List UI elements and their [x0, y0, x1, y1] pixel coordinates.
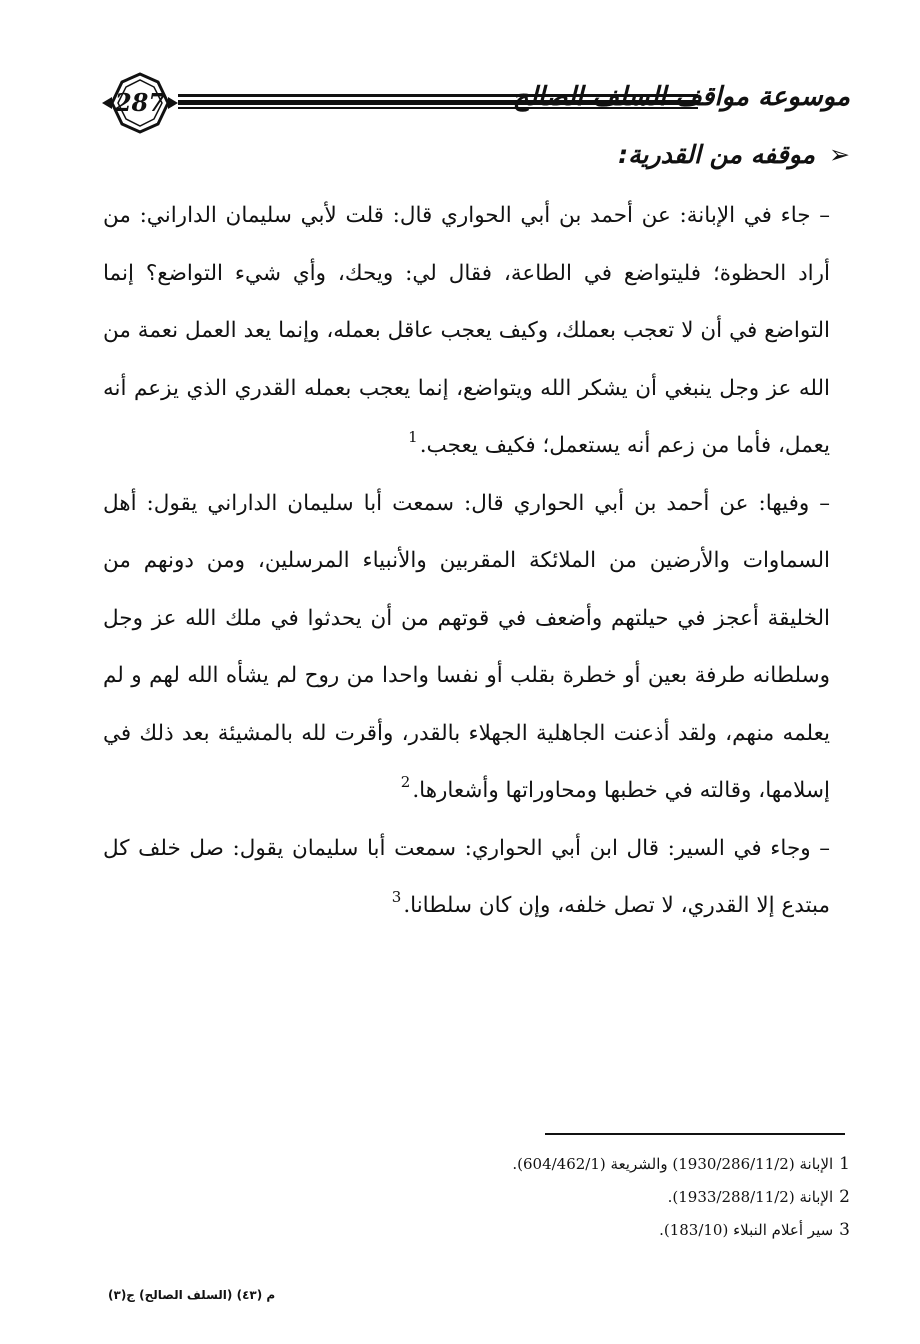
footnote-number: 3	[839, 1220, 850, 1240]
footnotes	[290, 1148, 850, 1247]
paragraph-text: – وفيها: عن أحمد بن أبي الحواري قال: سمعت أبا سليمان الداراني يقول: أهل السماوات والأرضين من الملائكة المقربين والأنبياء المرسلين، ومن دونهم من الخليقة أعجز في حيلتهم وأضعف في قوتهم من أن يحدثوا في ملك الله عز وجل وسلطانه طرفة بعين أو خطرة بقلب أو نفسا واحدا من روح لم يشأه الله لهم و لم يعلمه منهم، ولقد أذعنت الجاهلية الجهلاء بالقدر، وأقرت لله بالمشيئة بعد ذلك في إسلامها، وقالته في خطبها ومحاوراتها وأشعارها.	[103, 490, 830, 803]
section-heading	[618, 140, 850, 169]
paragraph-text: – جاء في الإبانة: عن أحمد بن أبي الحواري قال: قلت لأبي سليمان الداراني: من أراد الحظوة؛ فليتواضع في الطاعة، فقال لي: ويحك، وأي شيء التواضع؟ إنما التواضع في أن لا تعجب بعملك، وكيف يعجب عاقل بعمله، وإنما يعد العمل نعمة من الله عز وجل ينبغي أن يشكر الله ويتواضع، إنما يعجب بعمله القدري الذي يزعم أنه يعمل، فأما من زعم أنه يستعمل؛ فكيف يعجب.	[103, 203, 830, 458]
section-heading-text: موقفه من القدرية:	[618, 140, 816, 169]
footnote	[290, 1148, 850, 1181]
paragraph-text: – وجاء في السير: قال ابن أبي الحواري: سمعت أبا سليمان يقول: صل خلف كل مبتدع إلا القدري، لا تصل خلفه، وإن كان سلطانا.	[103, 835, 830, 918]
footnote-divider	[545, 1133, 845, 1135]
footnote-reference: 3	[391, 888, 402, 906]
footnote-text: الإبانة (1933/288/11/2).	[667, 1188, 834, 1206]
book-title: موسوعة مواقف السلف الصالح	[512, 82, 850, 112]
arrow-marker-icon: ➢	[829, 140, 850, 169]
paragraph	[103, 820, 830, 935]
footnote	[290, 1181, 850, 1214]
page-number-badge	[100, 70, 180, 136]
page-number: 287	[114, 88, 166, 117]
footnote-number: 2	[839, 1187, 850, 1207]
paragraph	[103, 475, 830, 820]
page-signature: م (٤٣) (السلف الصالح) ج(٣)	[108, 1288, 276, 1302]
footnote-reference: 1	[408, 428, 418, 446]
footnote	[290, 1214, 850, 1247]
paragraph	[103, 187, 830, 475]
footnote-number: 1	[839, 1154, 850, 1174]
footnote-text: سير أعلام النبلاء (183/10).	[659, 1221, 834, 1239]
footnote-text: الإبانة (1930/286/11/2) والشريعة (604/462/1).	[512, 1155, 834, 1173]
page-header	[100, 68, 850, 138]
footnote-reference: 2	[400, 773, 411, 791]
main-text	[103, 187, 830, 935]
